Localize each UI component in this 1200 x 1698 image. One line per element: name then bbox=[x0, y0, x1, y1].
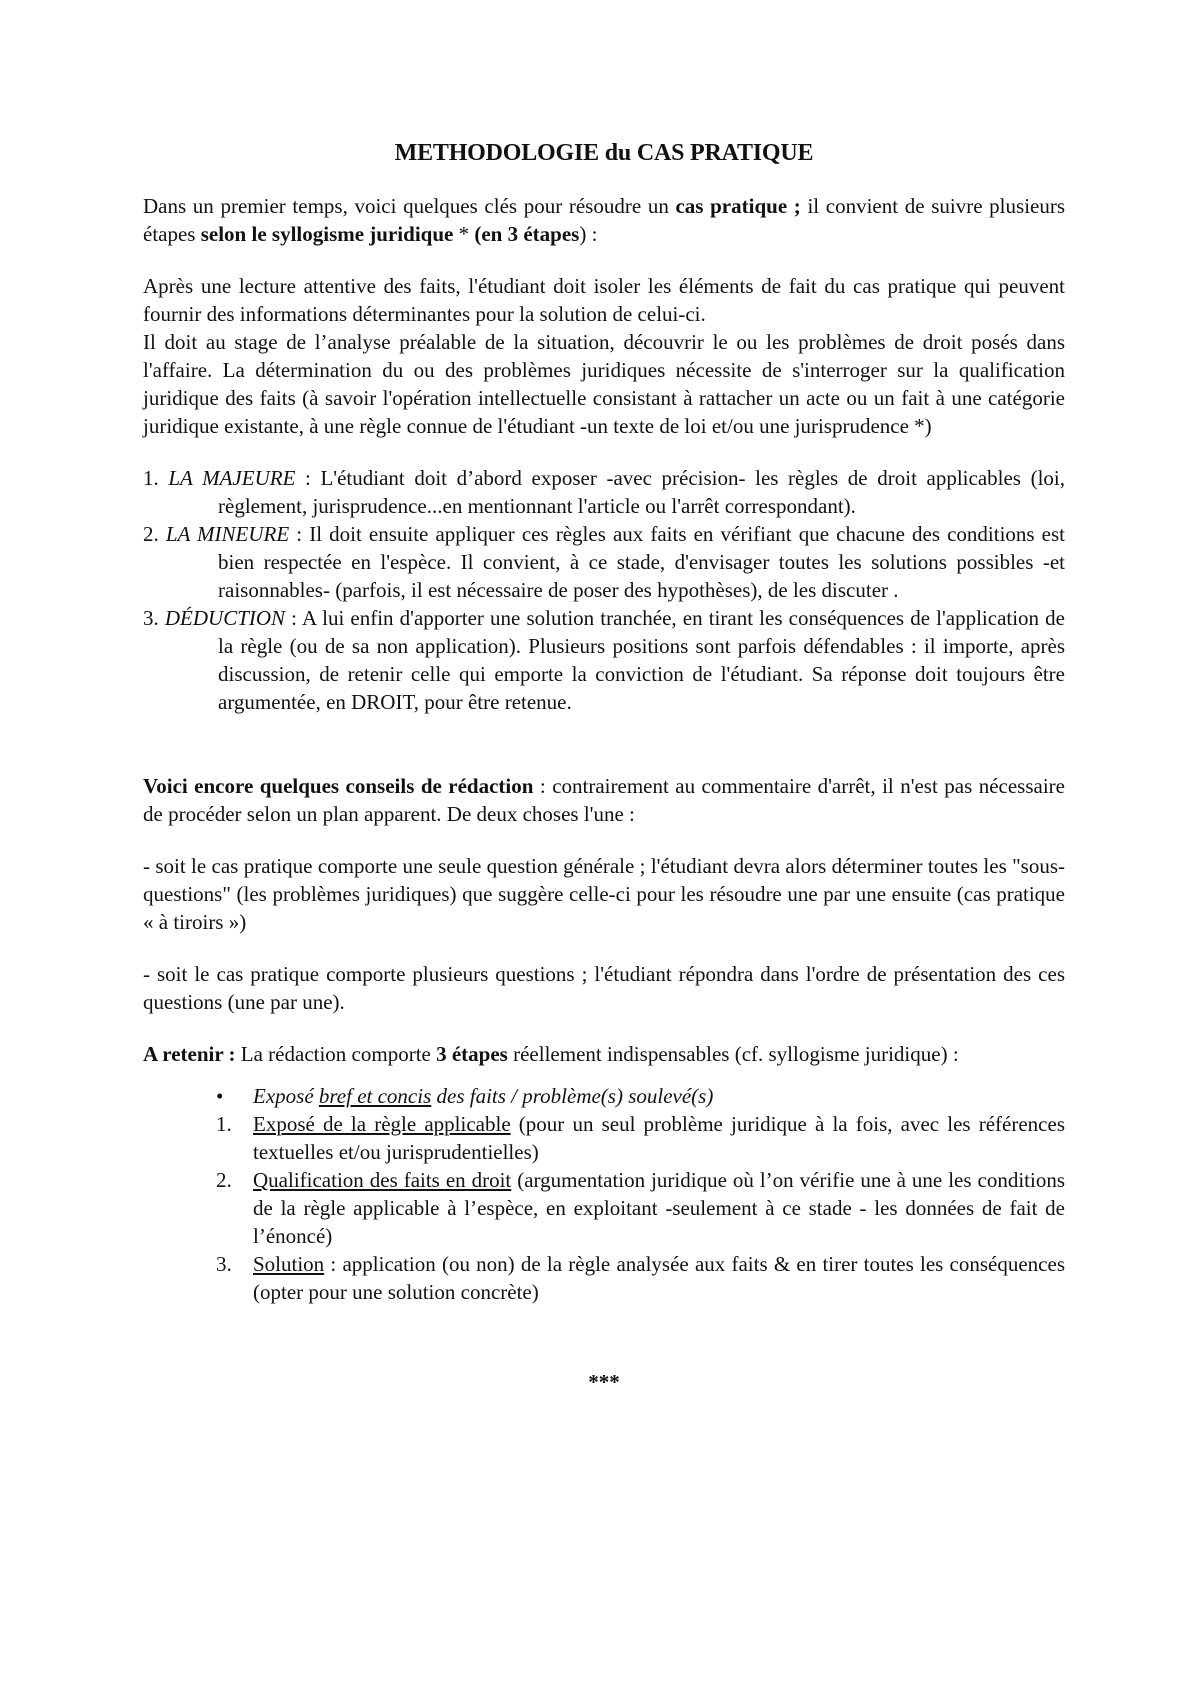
list-item-deduction bbox=[143, 604, 1065, 716]
option-single-question: - soit le cas pratique comporte une seule question générale ; l'étudiant devra alors déterminer toutes les "sous-questions" (les problèmes juridiques) que suggère celle-ci pour les résoudre une par une ensuite (cas pratique « à tiroirs ») bbox=[143, 854, 1065, 934]
intro-text-1: Dans un premier temps, voici quelques clés pour résoudre un bbox=[143, 194, 676, 218]
item-text-post: (argumentation juridique où l’on vérifie une à une les conditions de la règle applicable à l’espèce, en exploitant -seulement à ce stade - les données de fait de l’énoncé) bbox=[253, 1168, 1065, 1248]
option-multiple-questions: - soit le cas pratique comporte plusieurs questions ; l'étudiant répondra dans l'ordre de présentation des ces questions (une par une). bbox=[143, 962, 1065, 1014]
list-number: 3. bbox=[216, 1252, 232, 1276]
list-item-qualification bbox=[143, 1166, 1065, 1250]
item-text-post: : application (ou non) de la règle analysée aux faits & en tirer toutes les conséquences (opter pour une solution concrète) bbox=[253, 1252, 1065, 1304]
intro-text-3: * bbox=[453, 222, 475, 246]
conseils-paragraph bbox=[143, 772, 1065, 828]
item-underlined: Exposé de la règle applicable bbox=[253, 1112, 511, 1136]
analysis-paragraph-2: Il doit au stage de l’analyse préalable de la situation, découvrir le ou les problèmes de droit posés dans l'affaire. La détermination du ou des problèmes juridiques nécessite de s'interroger sur la qualification juridique des faits (à savoir l'opération intellectuelle consistant à rattacher un acte ou un fait à une catégorie juridique existante, à une règle connue de l'étudiant -un texte de loi et/ou une jurisprudence *) bbox=[143, 330, 1065, 438]
retenir-text-1: La rédaction comporte bbox=[235, 1042, 437, 1066]
intro-paragraph bbox=[143, 192, 1065, 248]
item-text-post: des faits / problème(s) soulevé(s) bbox=[431, 1084, 714, 1108]
item-text-pre: Exposé bbox=[253, 1084, 319, 1108]
syllogism-steps-list bbox=[143, 464, 1065, 716]
conseils-heading: Voici encore quelques conseils de rédaction bbox=[143, 774, 534, 798]
intro-text-2: il convient de suivre plusieurs étapes bbox=[143, 194, 1066, 246]
item-underlined: Qualification des faits en droit bbox=[253, 1168, 512, 1192]
list-item-solution bbox=[143, 1250, 1065, 1306]
bullet-mark: • bbox=[216, 1084, 224, 1108]
step-label: DÉDUCTION bbox=[164, 606, 286, 630]
list-item-majeure bbox=[143, 464, 1065, 520]
page-title: METHODOLOGIE du CAS PRATIQUE bbox=[394, 140, 814, 166]
step-text: : L'étudiant doit d’abord exposer -avec précision- les règles de droit applicables (loi, règlement, jurisprudence...en mentionnant l'article ou l'arrêt correspondant). bbox=[218, 466, 1066, 518]
retenir-list bbox=[143, 1082, 1065, 1306]
intro-bold-1: cas pratique ; bbox=[675, 194, 801, 218]
document-body bbox=[143, 138, 1065, 1396]
step-text: : A lui enfin d'apporter une solution tranchée, en tirant les conséquences de l'application de la règle (ou de sa non application). Plusieurs positions sont parfois défendables : il importe, après discussion, de retenir celle qui emporte la conviction de l'étudiant. Sa réponse doit toujours être argumentée, en DROIT, pour être retenue. bbox=[218, 606, 1066, 714]
retenir-bold-steps: 3 étapes bbox=[436, 1042, 508, 1066]
retenir-text-2: réellement indispensables (cf. syllogisme juridique) : bbox=[507, 1042, 959, 1066]
list-item-expose-regle bbox=[143, 1110, 1065, 1166]
list-item-expose-faits bbox=[143, 1082, 1065, 1110]
step-number: 2. bbox=[143, 522, 159, 546]
end-separator-stars: *** bbox=[588, 1370, 620, 1394]
intro-bold-2: selon le syllogisme juridique bbox=[200, 222, 454, 246]
conseils-text: : contrairement au commentaire d'arrêt, il n'est pas nécessaire de procéder selon un plan apparent. De deux choses l'une : bbox=[143, 774, 1065, 826]
intro-bold-3: (en 3 étapes bbox=[474, 222, 580, 246]
step-text: : Il doit ensuite appliquer ces règles aux faits en vérifiant que chacune des conditions est bien respectée en l'espèce. Il convient, à ce stade, d'envisager toutes les solutions possibles -et raisonnables- (parfois, il est nécessaire de poser des hypothèses), de les discuter . bbox=[218, 522, 1065, 602]
item-text-post: (pour un seul problème juridique à la fois, avec les références textuelles et/ou jurisprudentielles) bbox=[253, 1112, 1065, 1164]
retenir-paragraph bbox=[143, 1040, 1065, 1068]
intro-text-4: ) : bbox=[579, 222, 598, 246]
item-underlined: bref et concis bbox=[318, 1084, 432, 1108]
step-number: 1. bbox=[143, 466, 159, 490]
step-label: LA MAJEURE bbox=[168, 466, 296, 490]
list-number: 1. bbox=[216, 1112, 232, 1136]
step-number: 3. bbox=[143, 606, 159, 630]
analysis-paragraph-1: Après une lecture attentive des faits, l'étudiant doit isoler les éléments de fait du cas pratique qui peuvent fournir des informations déterminantes pour la solution de celui-ci. bbox=[143, 274, 1065, 326]
list-item-mineure bbox=[143, 520, 1065, 604]
step-label: LA MINEURE bbox=[165, 522, 290, 546]
item-underlined: Solution bbox=[253, 1252, 325, 1276]
retenir-heading: A retenir : bbox=[143, 1042, 236, 1066]
list-number: 2. bbox=[216, 1168, 232, 1192]
